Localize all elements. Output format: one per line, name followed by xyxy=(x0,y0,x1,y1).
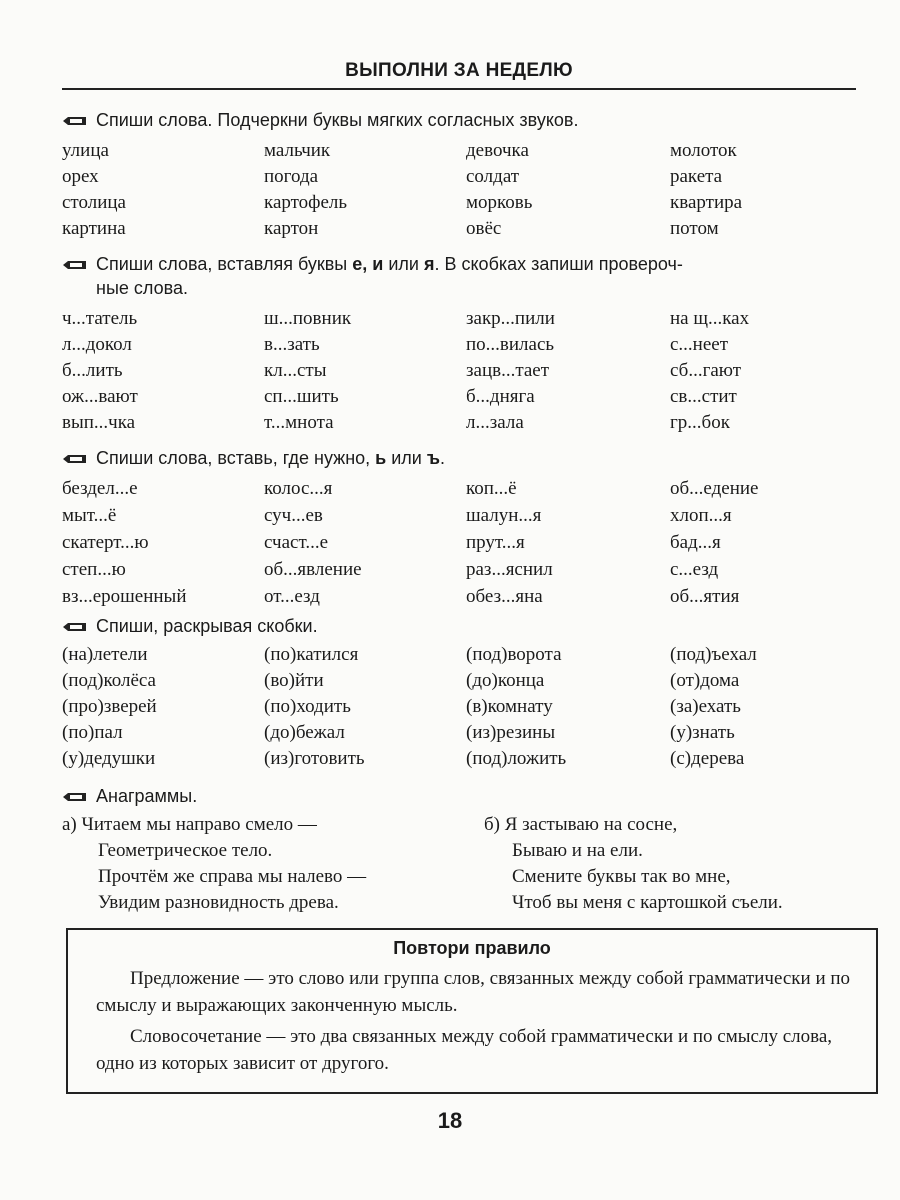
word-cell: картон xyxy=(264,218,319,239)
anagram-b-line: Чтоб вы меня с картошкой съели. xyxy=(512,892,783,913)
task3-sign2: ъ xyxy=(426,448,440,468)
word-cell: ч...татель xyxy=(62,308,138,329)
word-cell: квартира xyxy=(670,192,743,213)
word-cell: б...дняга xyxy=(466,386,535,407)
anagram-a-label: а) xyxy=(62,814,77,835)
word-cell: в...зать xyxy=(264,334,320,355)
anagram-a-line: Увидим разновидность древа. xyxy=(98,892,339,913)
word-cell: (под)колёса xyxy=(62,670,156,691)
task2-words xyxy=(62,308,862,438)
pencil-icon xyxy=(62,621,88,633)
word-cell: овёс xyxy=(466,218,502,239)
word-cell: (у)знать xyxy=(670,722,735,743)
pencil-icon xyxy=(62,115,88,127)
word-cell: сп...шить xyxy=(264,386,339,407)
word-cell: (из)готовить xyxy=(264,748,365,769)
word-cell: об...явление xyxy=(264,559,362,580)
word-cell: гр...бок xyxy=(670,412,730,433)
anagram-b-label: б) xyxy=(484,814,500,835)
task4-instruction xyxy=(62,614,862,638)
word-cell: прут...я xyxy=(466,532,525,553)
anagram-a-line: Читаем мы направо смело — xyxy=(81,814,317,835)
task3-sign1: ь xyxy=(375,448,387,468)
task3-instruction xyxy=(62,446,862,470)
word-cell: т...мнота xyxy=(264,412,334,433)
word-cell: (с)дерева xyxy=(670,748,745,769)
word-cell: кл...сты xyxy=(264,360,327,381)
task1-instruction xyxy=(62,108,862,132)
word-cell: (у)дедушки xyxy=(62,748,156,769)
task2-letters: е, и xyxy=(352,254,384,274)
word-cell: сб...гают xyxy=(670,360,742,381)
word-cell: мальчик xyxy=(264,140,331,161)
task5-text: Анаграммы. xyxy=(96,786,198,806)
word-cell: шалун...я xyxy=(466,505,542,526)
word-cell: раз...яснил xyxy=(466,559,553,580)
word-cell: бездел...е xyxy=(62,478,138,499)
task2-text-mid: или xyxy=(383,254,424,274)
rule-title: Повтори правило xyxy=(393,938,551,958)
word-cell: с...неет xyxy=(670,334,729,355)
page-header: ВЫПОЛНИ ЗА НЕДЕЛЮ xyxy=(62,60,856,90)
word-cell: улица xyxy=(62,140,109,161)
word-cell: потом xyxy=(670,218,719,239)
pencil-icon xyxy=(62,791,88,803)
anagram-a xyxy=(62,812,366,916)
word-cell: (на)летели xyxy=(62,644,148,665)
word-cell: (под)ложить xyxy=(466,748,567,769)
word-cell: (по)пал xyxy=(62,722,123,743)
word-cell: ож...вают xyxy=(62,386,138,407)
word-cell: (за)ехать xyxy=(670,696,741,717)
word-cell: (под)ворота xyxy=(466,644,562,665)
word-cell: на щ...ках xyxy=(670,308,750,329)
anagram-a-line: Прочтём же справа мы налево — xyxy=(98,866,367,887)
word-cell: погода xyxy=(264,166,319,187)
word-cell: л...зала xyxy=(466,412,524,433)
task3-text-mid: или xyxy=(386,448,427,468)
word-cell: зацв...тает xyxy=(466,360,550,381)
page-number: 18 xyxy=(437,1108,463,1133)
task5-instruction xyxy=(62,784,862,808)
task3-words xyxy=(62,478,862,608)
anagram-b xyxy=(484,812,783,916)
rule-box xyxy=(66,928,878,1094)
word-cell: (по)катился xyxy=(264,644,359,665)
word-cell: закр...пили xyxy=(466,308,555,329)
word-cell: орех xyxy=(62,166,99,187)
rule-paragraph-sentence: Предложение — это слово или группа слов, связанных между собой грамматически и по смыслу и выражающих законченную мысль. xyxy=(96,968,851,1016)
word-cell: об...ятия xyxy=(670,586,740,607)
task2-instruction xyxy=(62,252,862,300)
word-cell: картина xyxy=(62,218,126,239)
word-cell: (из)резины xyxy=(466,722,556,743)
task2-text-post: . В скобках запиши провероч- xyxy=(434,254,683,274)
anagram-a-line: Геометрическое тело. xyxy=(98,840,273,861)
word-cell: (по)ходить xyxy=(264,696,351,717)
word-cell: молоток xyxy=(670,140,737,161)
task4-text: Спиши, раскрывая скобки. xyxy=(96,616,318,636)
word-cell: мыт...ё xyxy=(62,505,117,526)
word-cell: бад...я xyxy=(670,532,721,553)
word-cell: ш...повник xyxy=(264,308,352,329)
word-cell: (в)комнату xyxy=(466,696,553,717)
word-cell: счаст...е xyxy=(264,532,329,553)
word-cell: (до)бежал xyxy=(264,722,345,743)
word-cell: картофель xyxy=(264,192,348,213)
pencil-icon xyxy=(62,259,88,271)
pencil-icon xyxy=(62,453,88,465)
task3-text-post: . xyxy=(439,448,445,468)
word-cell: солдат xyxy=(466,166,520,187)
word-cell: хлоп...я xyxy=(670,505,732,526)
word-cell: от...езд xyxy=(264,586,320,607)
task2-text-pre: Спиши слова, вставляя буквы xyxy=(96,254,353,274)
word-cell: девочка xyxy=(466,140,529,161)
word-cell: степ...ю xyxy=(62,559,126,580)
rule-paragraph-phrase: Словосочетание — это два связанных между собой грамматически и по смыслу слова, одно из которых зависит от другого. xyxy=(96,1026,833,1074)
word-cell: об...едение xyxy=(670,478,759,499)
task4-words xyxy=(62,644,862,774)
word-cell: (во)йти xyxy=(264,670,324,691)
word-cell: колос...я xyxy=(264,478,333,499)
task3-text-pre: Спиши слова, вставь, где нужно, xyxy=(96,448,376,468)
word-cell: морковь xyxy=(466,192,533,213)
word-cell: скатерт...ю xyxy=(62,532,149,553)
word-cell: б...лить xyxy=(62,360,123,381)
word-cell: с...езд xyxy=(670,559,719,580)
word-cell: ракета xyxy=(670,166,723,187)
word-cell: по...вилась xyxy=(466,334,555,355)
anagram-b-line: Смените буквы так во мне, xyxy=(512,866,731,887)
word-cell: вып...чка xyxy=(62,412,136,433)
word-cell: (про)зверей xyxy=(62,696,157,717)
word-cell: столица xyxy=(62,192,126,213)
word-cell: (от)дома xyxy=(670,670,740,691)
word-cell: (до)конца xyxy=(466,670,545,691)
word-cell: суч...ев xyxy=(264,505,323,526)
anagram-b-line: Я застываю на сосне, xyxy=(504,814,678,835)
word-cell: (под)ъехал xyxy=(670,644,757,665)
word-cell: вз...ерошенный xyxy=(62,586,187,607)
task2-text-line2: ные слова. xyxy=(96,278,188,298)
task1-text: Спиши слова. Подчеркни буквы мягких согласных звуков. xyxy=(96,110,579,130)
task1-words xyxy=(62,140,862,250)
task2-letter-last: я xyxy=(423,254,435,274)
anagram-b-line: Бываю и на ели. xyxy=(512,840,643,861)
word-cell: л...докол xyxy=(62,334,132,355)
word-cell: обез...яна xyxy=(466,586,543,607)
word-cell: св...стит xyxy=(670,386,737,407)
word-cell: коп...ё xyxy=(466,478,517,499)
